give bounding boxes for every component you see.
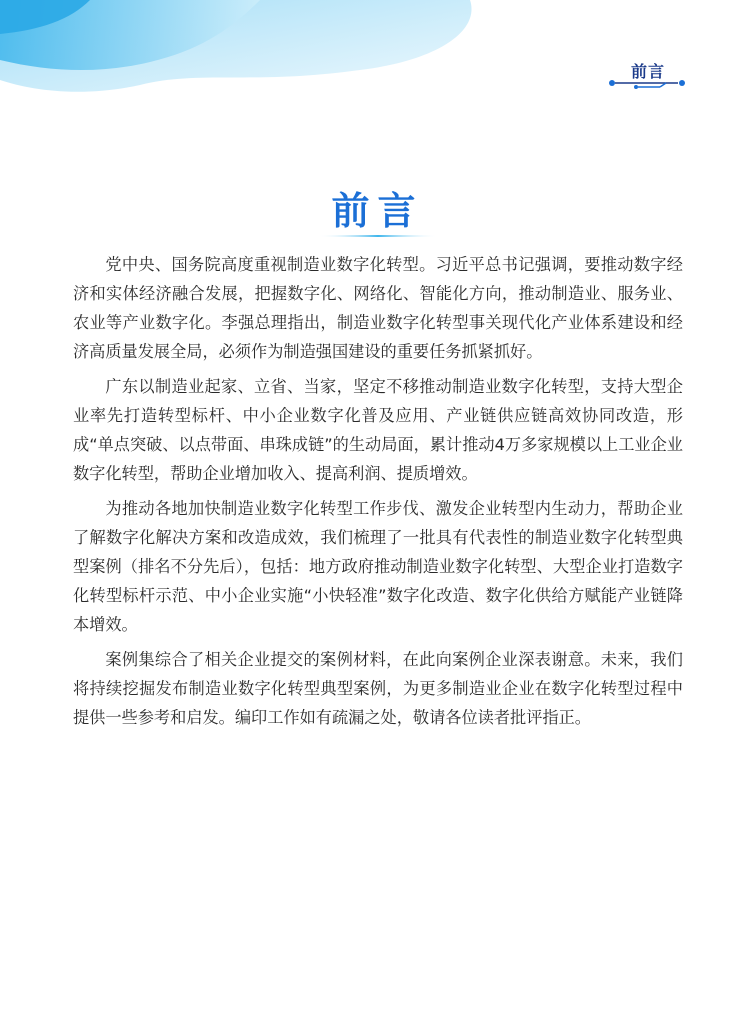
paragraph: 广东以制造业起家、立省、当家，坚定不移推动制造业数字化转型，支持大型企业率先打造转型标杆、中小企业数字化普及应用、产业链供应链高效协同改造，形成“单点突破、以点带面、串珠成链”的生动局面，累计推动4万多家规模以上工业企业数字化转型，帮助企业增加收入、提高利润、提质增效。 bbox=[73, 377, 683, 483]
decorative-wave-graphic bbox=[0, 0, 500, 130]
page-title: 前言 bbox=[331, 189, 424, 233]
paragraph: 为推动各地加快制造业数字化转型工作步伐、激发企业转型内生动力，帮助企业了解数字化解决方案和改造成效，我们梳理了一批具有代表性的制造业数字化转型典型案例（排名不分先后），包括：地方政府推动制造业数字化转型、大型企业打造数字化转型标杆示范、中小企业实施“小快轻准”数字化改造、数字化供给方赋能产业链降本增效。 bbox=[73, 499, 683, 634]
section-label: 前言 bbox=[630, 62, 665, 81]
title-underline bbox=[318, 232, 438, 240]
preface-body bbox=[73, 250, 683, 738]
circuit-line-icon bbox=[608, 77, 688, 93]
paragraph: 案例集综合了相关企业提交的案例材料，在此向案例企业深表谢意。未来，我们将持续挖掘发布制造业数字化转型典型案例，为更多制造业企业在数字化转型过程中提供一些参考和启发。编印工作如有疏漏之处，敬请各位读者批评指正。 bbox=[73, 650, 683, 727]
paragraph: 党中央、国务院高度重视制造业数字化转型。习近平总书记强调，要推动数字经济和实体经济融合发展，把握数字化、网络化、智能化方向，推动制造业、服务业、农业等产业数字化。李强总理指出，制造业数字化转型事关现代化产业体系建设和经济高质量发展全局，必须作为制造强国建设的重要任务抓紧抓好。 bbox=[73, 255, 683, 361]
section-header-tag bbox=[608, 59, 688, 95]
